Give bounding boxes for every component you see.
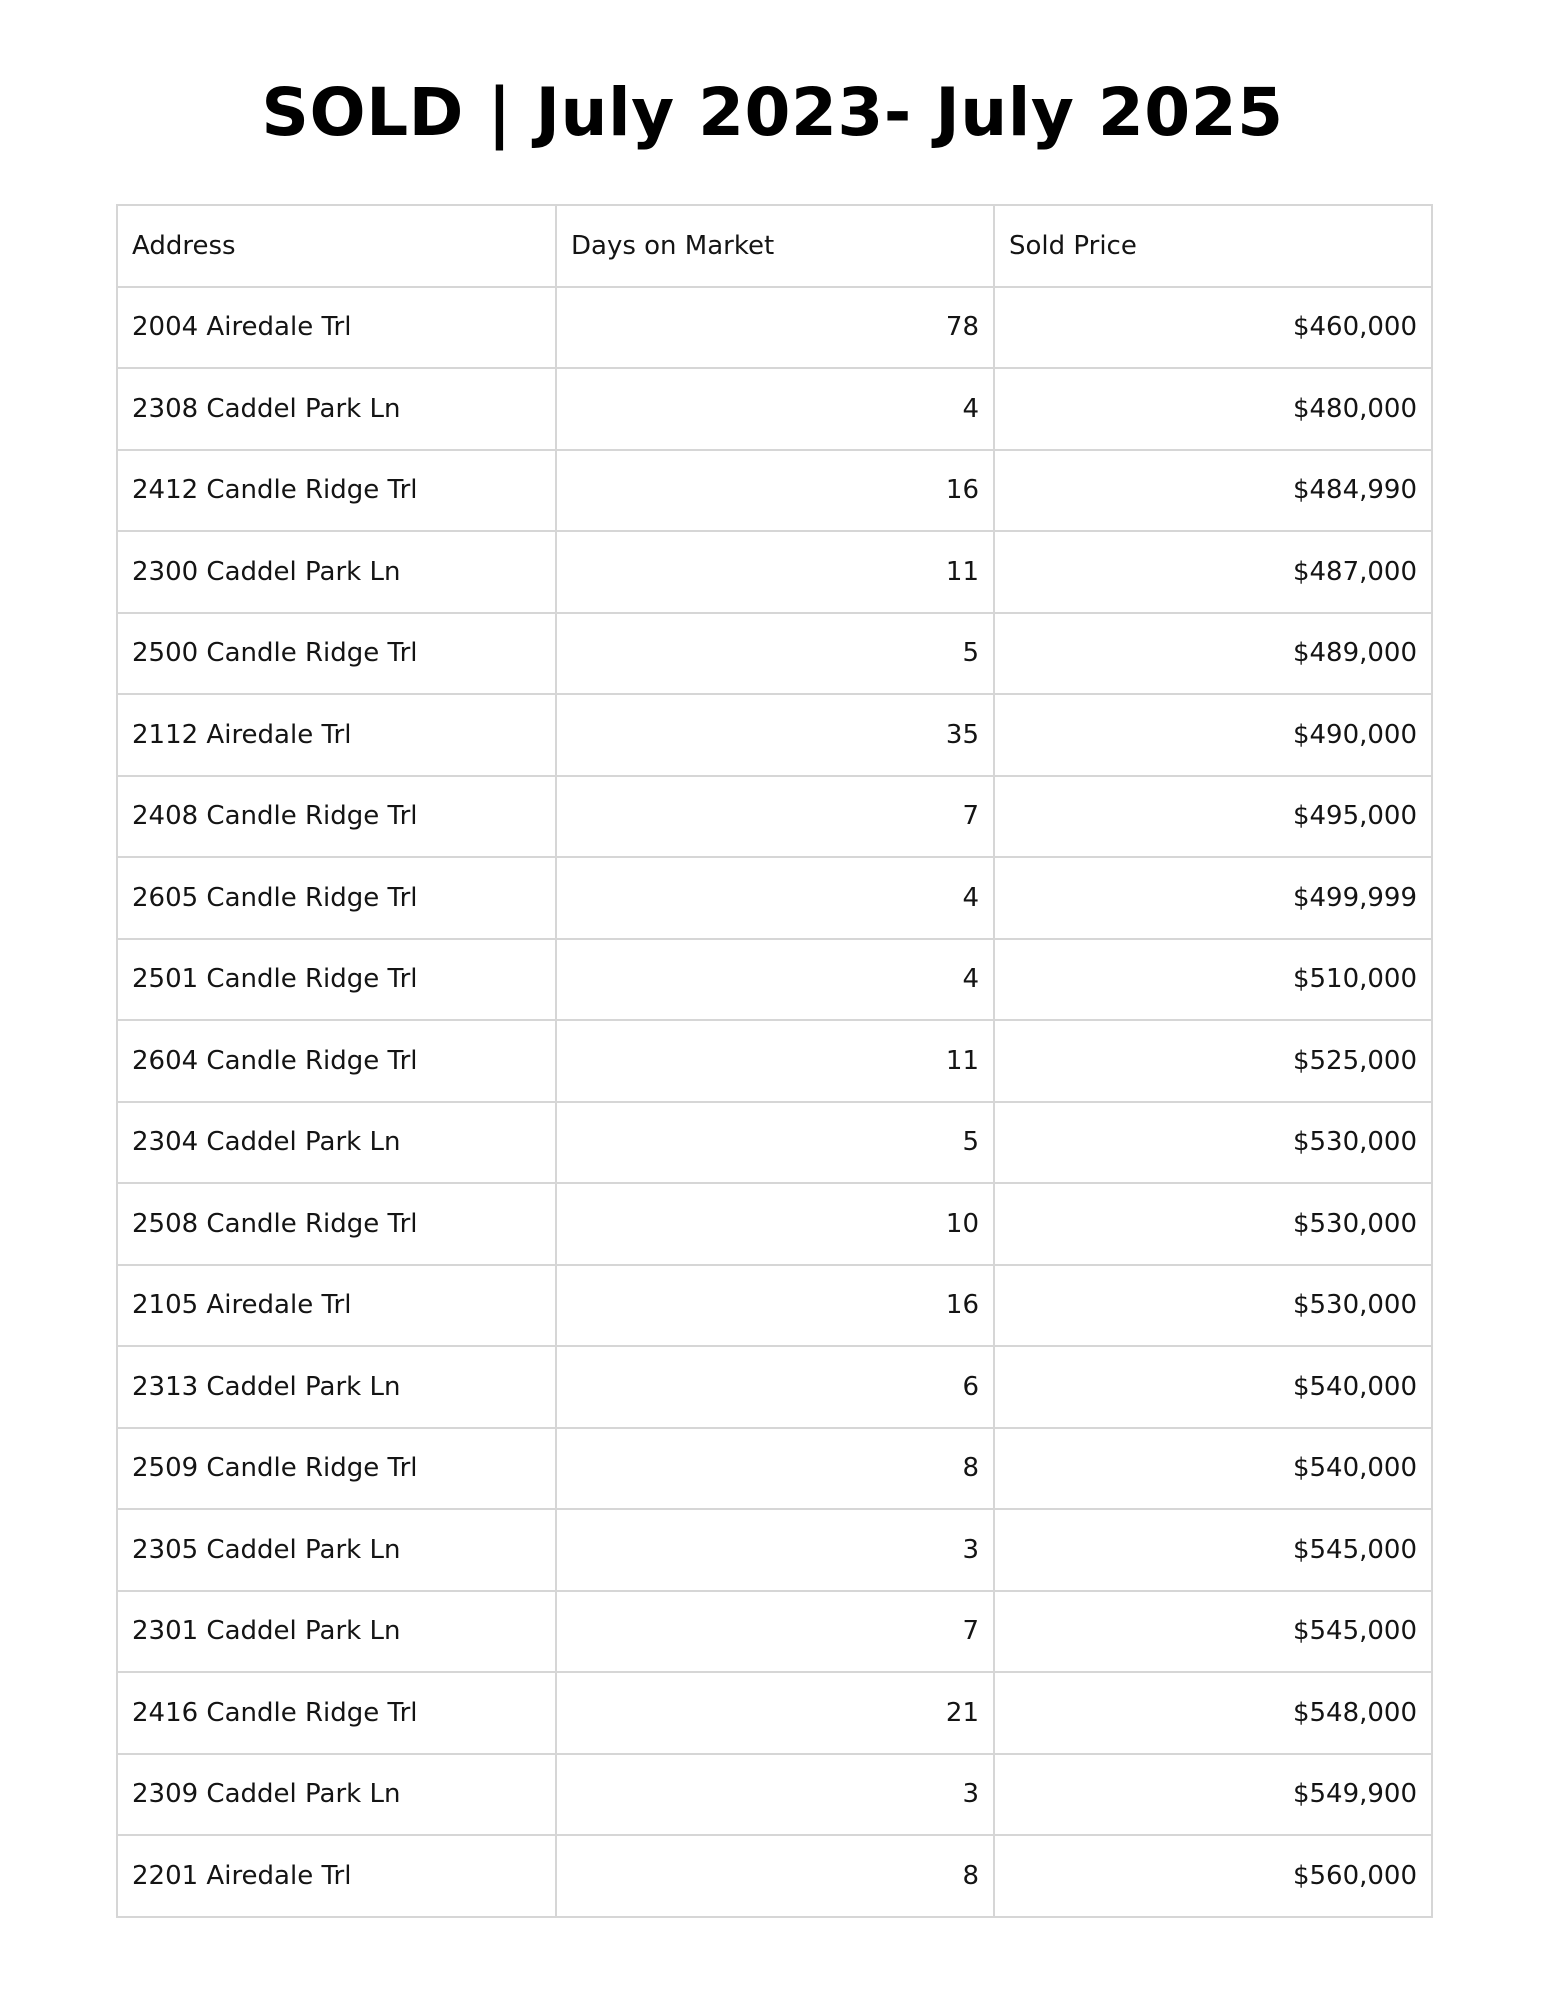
sold-price-cell: $510,000 <box>994 939 1432 1021</box>
sold-price-cell: $530,000 <box>994 1265 1432 1347</box>
sold-price-cell: $560,000 <box>994 1835 1432 1917</box>
sold-price-cell: $490,000 <box>994 694 1432 776</box>
days-on-market-cell: 5 <box>556 613 994 695</box>
table-row <box>117 1102 1432 1184</box>
column-header-address: Address <box>117 205 556 287</box>
address-cell: 2004 Airedale Trl <box>117 287 556 369</box>
days-on-market-cell: 16 <box>556 1265 994 1347</box>
table-header-row <box>117 205 1432 287</box>
table-row <box>117 368 1432 450</box>
table-row <box>117 613 1432 695</box>
table-row <box>117 1428 1432 1510</box>
days-on-market-cell: 10 <box>556 1183 994 1265</box>
sold-price-cell: $499,999 <box>994 857 1432 939</box>
days-on-market-cell: 8 <box>556 1428 994 1510</box>
days-on-market-cell: 11 <box>556 1020 994 1102</box>
days-on-market-cell: 5 <box>556 1102 994 1184</box>
sold-price-cell: $540,000 <box>994 1428 1432 1510</box>
days-on-market-cell: 4 <box>556 368 994 450</box>
table-row <box>117 1509 1432 1591</box>
days-on-market-cell: 78 <box>556 287 994 369</box>
sold-price-cell: $545,000 <box>994 1509 1432 1591</box>
table-row <box>117 1346 1432 1428</box>
table-row <box>117 531 1432 613</box>
days-on-market-cell: 11 <box>556 531 994 613</box>
days-on-market-cell: 3 <box>556 1509 994 1591</box>
address-cell: 2509 Candle Ridge Trl <box>117 1428 556 1510</box>
address-cell: 2112 Airedale Trl <box>117 694 556 776</box>
sold-price-cell: $548,000 <box>994 1672 1432 1754</box>
table-row <box>117 450 1432 532</box>
table-row <box>117 1672 1432 1754</box>
days-on-market-cell: 7 <box>556 1591 994 1673</box>
sold-price-cell: $530,000 <box>994 1183 1432 1265</box>
address-cell: 2105 Airedale Trl <box>117 1265 556 1347</box>
table-row <box>117 1591 1432 1673</box>
sold-price-cell: $489,000 <box>994 613 1432 695</box>
address-cell: 2604 Candle Ridge Trl <box>117 1020 556 1102</box>
sold-price-cell: $460,000 <box>994 287 1432 369</box>
sold-price-cell: $487,000 <box>994 531 1432 613</box>
address-cell: 2501 Candle Ridge Trl <box>117 939 556 1021</box>
address-cell: 2500 Candle Ridge Trl <box>117 613 556 695</box>
sold-price-cell: $480,000 <box>994 368 1432 450</box>
address-cell: 2304 Caddel Park Ln <box>117 1102 556 1184</box>
days-on-market-cell: 16 <box>556 450 994 532</box>
days-on-market-cell: 7 <box>556 776 994 858</box>
table-row <box>117 939 1432 1021</box>
table-row <box>117 694 1432 776</box>
page-title: SOLD | July 2023- July 2025 <box>261 74 1284 151</box>
column-header-sold-price: Sold Price <box>994 205 1432 287</box>
table-row <box>117 1754 1432 1836</box>
sold-listings-table <box>116 204 1433 1918</box>
sold-price-cell: $495,000 <box>994 776 1432 858</box>
address-cell: 2508 Candle Ridge Trl <box>117 1183 556 1265</box>
address-cell: 2301 Caddel Park Ln <box>117 1591 556 1673</box>
address-cell: 2308 Caddel Park Ln <box>117 368 556 450</box>
days-on-market-cell: 6 <box>556 1346 994 1428</box>
address-cell: 2605 Candle Ridge Trl <box>117 857 556 939</box>
days-on-market-cell: 4 <box>556 857 994 939</box>
sold-price-cell: $540,000 <box>994 1346 1432 1428</box>
table-row <box>117 1020 1432 1102</box>
days-on-market-cell: 4 <box>556 939 994 1021</box>
sold-price-cell: $545,000 <box>994 1591 1432 1673</box>
sold-price-cell: $530,000 <box>994 1102 1432 1184</box>
address-cell: 2313 Caddel Park Ln <box>117 1346 556 1428</box>
column-header-days-on-market: Days on Market <box>556 205 994 287</box>
table-row <box>117 857 1432 939</box>
days-on-market-cell: 3 <box>556 1754 994 1836</box>
table-row <box>117 1835 1432 1917</box>
sold-price-cell: $525,000 <box>994 1020 1432 1102</box>
table-row <box>117 776 1432 858</box>
address-cell: 2408 Candle Ridge Trl <box>117 776 556 858</box>
address-cell: 2416 Candle Ridge Trl <box>117 1672 556 1754</box>
days-on-market-cell: 35 <box>556 694 994 776</box>
days-on-market-cell: 8 <box>556 1835 994 1917</box>
address-cell: 2201 Airedale Trl <box>117 1835 556 1917</box>
days-on-market-cell: 21 <box>556 1672 994 1754</box>
table-row <box>117 1183 1432 1265</box>
sold-price-cell: $549,900 <box>994 1754 1432 1836</box>
table-row <box>117 287 1432 369</box>
address-cell: 2309 Caddel Park Ln <box>117 1754 556 1836</box>
sold-price-cell: $484,990 <box>994 450 1432 532</box>
address-cell: 2412 Candle Ridge Trl <box>117 450 556 532</box>
address-cell: 2305 Caddel Park Ln <box>117 1509 556 1591</box>
table-row <box>117 1265 1432 1347</box>
address-cell: 2300 Caddel Park Ln <box>117 531 556 613</box>
